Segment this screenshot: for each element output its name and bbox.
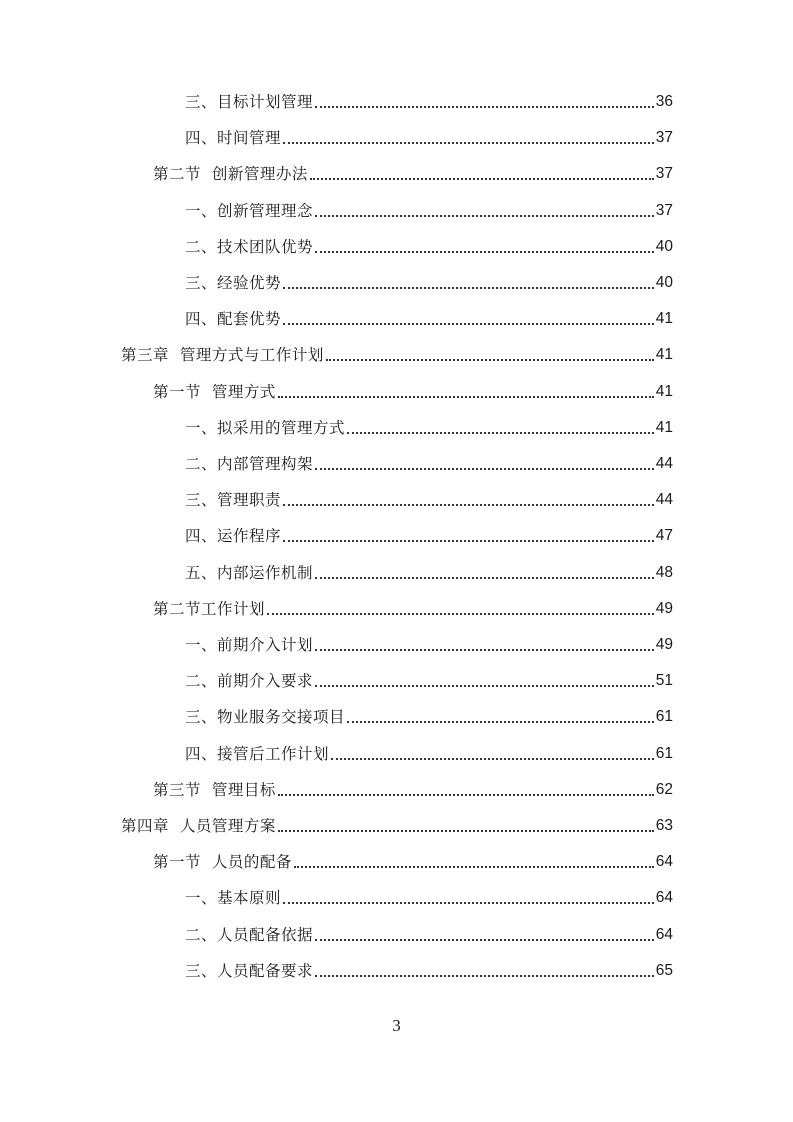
- toc-entry-page-number: 65: [655, 961, 673, 979]
- toc-entry[interactable]: [185, 235, 673, 259]
- toc-entry-title: 一、拟采用的管理方式: [185, 418, 346, 437]
- toc-dot-leader: [315, 577, 654, 579]
- toc-dot-leader: [315, 939, 654, 941]
- toc-entry-title: 第三节 管理目标: [153, 780, 276, 799]
- toc-entry-page-number: 61: [655, 708, 673, 726]
- toc-entry-title: 三、经验优势: [185, 274, 282, 292]
- toc-dot-leader: [315, 215, 654, 217]
- toc-dot-leader: [294, 866, 654, 868]
- toc-entry-title: 二、前期介入要求: [185, 672, 314, 691]
- toc-entry[interactable]: [185, 633, 673, 657]
- toc-entry[interactable]: [121, 343, 673, 367]
- toc-entry-page-number: 40: [655, 237, 673, 255]
- toc-entry-page-number: 36: [655, 93, 673, 110]
- toc-entry-page-number: 48: [655, 563, 673, 581]
- toc-entry-title: 二、内部管理构架: [185, 455, 314, 473]
- toc-entry[interactable]: [185, 742, 673, 766]
- toc-dot-leader: [347, 721, 654, 723]
- toc-entry-title: 三、人员配备要求: [185, 961, 314, 980]
- toc-entry[interactable]: [185, 923, 673, 947]
- toc-entry-title: 二、技术团队优势: [185, 237, 314, 256]
- toc-entry-title: 四、运作程序: [185, 527, 282, 546]
- toc-entry[interactable]: [185, 561, 673, 585]
- toc-entry-page-number: 62: [655, 780, 673, 798]
- toc-entry-page-number: 64: [655, 853, 673, 871]
- toc-entry-title: 二、人员配备依据: [185, 925, 314, 944]
- toc-entry[interactable]: [153, 778, 673, 802]
- toc-dot-leader: [315, 975, 654, 977]
- toc-dot-leader: [315, 685, 654, 687]
- toc-entry-title: 第四章 人员管理方案: [121, 817, 276, 835]
- toc-entry-page-number: 64: [655, 889, 673, 907]
- toc-entry-page-number: 44: [655, 491, 673, 509]
- toc-entry-title: 一、创新管理理念: [185, 201, 314, 220]
- toc-entry-page-number: 44: [655, 455, 673, 472]
- toc-entry[interactable]: [153, 850, 673, 874]
- toc-entry-title: 第一节 管理方式: [153, 382, 276, 401]
- toc-entry[interactable]: [185, 959, 673, 983]
- toc-entry-page-number: 47: [655, 527, 673, 545]
- toc-entry-page-number: 41: [655, 310, 673, 328]
- toc-entry[interactable]: [185, 271, 673, 295]
- toc-entry-title: 第二节 创新管理办法: [153, 165, 308, 184]
- toc-entry-title: 一、基本原则: [185, 889, 282, 908]
- toc-entry[interactable]: [153, 380, 673, 404]
- toc-dot-leader: [315, 468, 654, 470]
- toc-dot-leader: [331, 758, 654, 760]
- toc-entry[interactable]: [153, 162, 673, 186]
- toc-entry[interactable]: [185, 307, 673, 331]
- toc-entry-title: 四、时间管理: [185, 129, 282, 148]
- toc-entry-page-number: 61: [655, 744, 673, 762]
- toc-entry-title: 第三章 管理方式与工作计划: [121, 346, 324, 365]
- toc-dot-leader: [283, 323, 654, 325]
- toc-entry-page-number: 37: [655, 201, 673, 219]
- toc-dot-leader: [278, 794, 654, 796]
- toc-entry[interactable]: [153, 597, 673, 621]
- toc-entry-title: 第二节工作计划: [153, 599, 266, 618]
- toc-entry-page-number: 51: [655, 672, 673, 690]
- toc-entry-title: 三、目标计划管理: [185, 93, 314, 111]
- toc-entry[interactable]: [185, 199, 673, 223]
- toc-entry-page-number: 49: [655, 636, 673, 653]
- toc-dot-leader: [278, 830, 654, 832]
- toc-dot-leader: [278, 396, 654, 398]
- toc-entry-page-number: 63: [655, 817, 673, 834]
- toc-entry-title: 四、配套优势: [185, 310, 282, 329]
- toc-entry[interactable]: [121, 814, 673, 838]
- toc-dot-leader: [283, 540, 654, 542]
- toc-entry-page-number: 64: [655, 925, 673, 943]
- toc-dot-leader: [267, 613, 654, 615]
- toc-dot-leader: [283, 504, 654, 506]
- toc-entry[interactable]: [185, 126, 673, 150]
- toc-entry-title: 第一节 人员的配备: [153, 853, 292, 872]
- toc-dot-leader: [315, 106, 654, 108]
- toc-entry[interactable]: [185, 524, 673, 548]
- toc-entry-page-number: 41: [655, 418, 673, 436]
- toc-entry-page-number: 41: [655, 346, 673, 364]
- toc-entry[interactable]: [185, 416, 673, 440]
- toc-entry[interactable]: [185, 886, 673, 910]
- toc-entry[interactable]: [185, 669, 673, 693]
- toc-entry-title: 三、管理职责: [185, 491, 282, 510]
- toc-entry-page-number: 37: [655, 165, 673, 183]
- toc-entry[interactable]: [185, 488, 673, 512]
- toc-entry-title: 一、前期介入计划: [185, 636, 314, 654]
- toc-dot-leader: [315, 251, 654, 253]
- toc-entry-page-number: 41: [655, 382, 673, 400]
- toc-dot-leader: [347, 432, 654, 434]
- toc-dot-leader: [315, 649, 654, 651]
- toc-dot-leader: [283, 902, 654, 904]
- toc-dot-leader: [310, 178, 654, 180]
- toc-entry-page-number: 40: [655, 274, 673, 291]
- toc-entry[interactable]: [185, 705, 673, 729]
- toc-dot-leader: [283, 142, 654, 144]
- page-number: 3: [392, 1016, 401, 1035]
- toc-entry-title: 三、物业服务交接项目: [185, 708, 346, 727]
- toc-dot-leader: [283, 287, 654, 289]
- toc-entry[interactable]: [185, 90, 673, 114]
- toc-dot-leader: [326, 359, 654, 361]
- toc-entry-page-number: 49: [655, 599, 673, 617]
- toc-entry-title: 五、内部运作机制: [185, 563, 314, 582]
- toc-entry-title: 四、接管后工作计划: [185, 744, 330, 763]
- toc-entry[interactable]: [185, 452, 673, 476]
- toc-entry-page-number: 37: [655, 129, 673, 147]
